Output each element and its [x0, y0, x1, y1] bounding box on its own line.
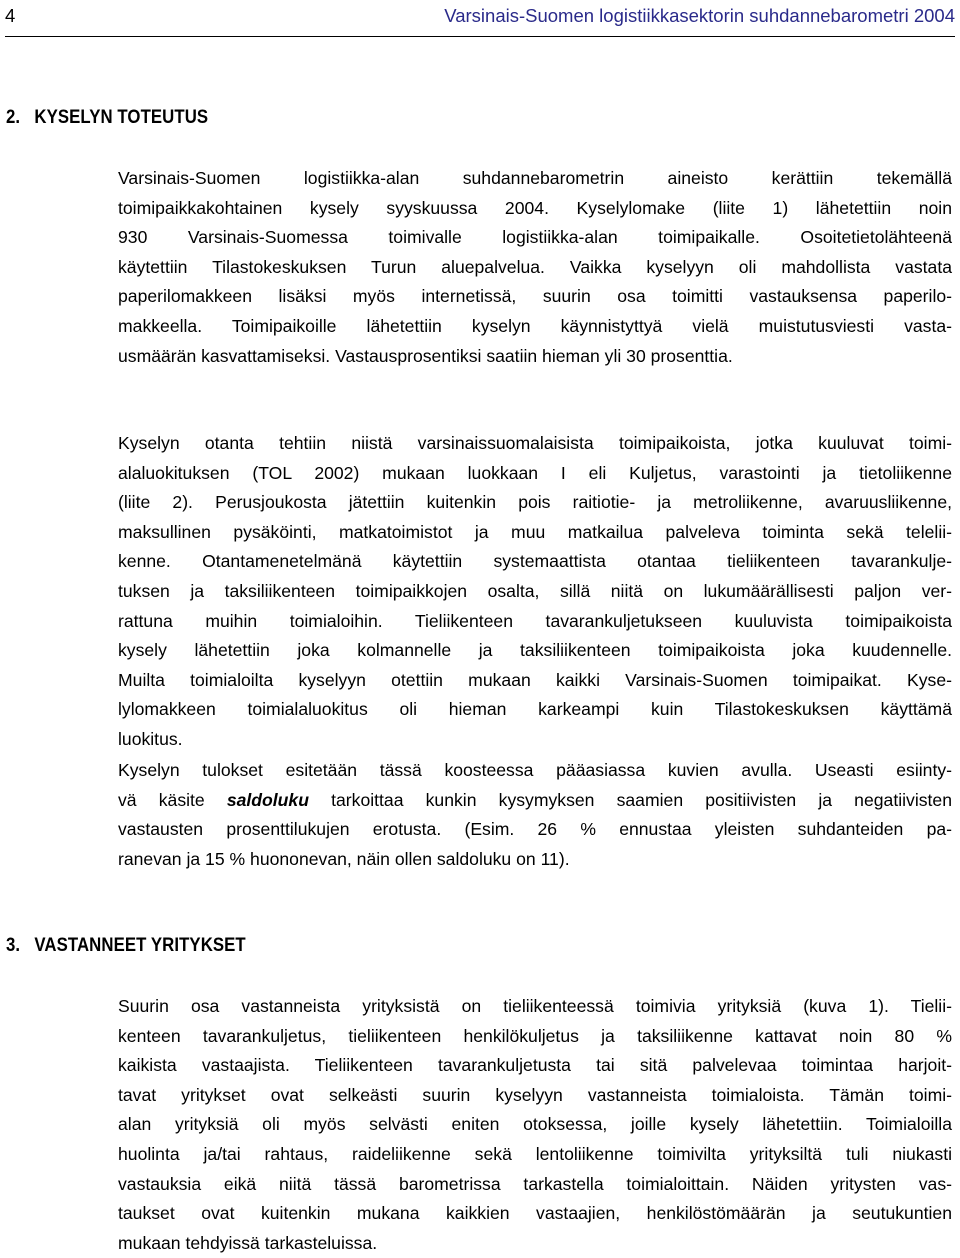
text-line: makkeella. Toimipaikoille lähetettiin kyselyn käynnistyttyä vielä muistutusviesti vasta-	[118, 315, 952, 336]
text-line: maksullinen pysäköinti, matkatoimistot ja muu matkailua palveleva toiminta sekä telelii-	[118, 521, 952, 542]
text-line: kysely lähetettiin joka kolmannelle ja taksiliikenteen toimipaikoista joka kuudennelle.	[118, 640, 952, 661]
text-line: toimipaikkakohtainen kysely syyskuussa 2004. Kyselylomake (liite 1) lähetettiin noin	[118, 197, 952, 218]
text-line: Muilta toimialoilta kyselyyn otettiin mukaan kaikki Varsinais-Suomen toimipaikat. Kyse-	[118, 669, 952, 690]
running-header-title: Varsinais-Suomen logistiikkasektorin suhdannebarometri 2004	[444, 5, 955, 26]
text-line: tuksen ja taksiliikenteen toimipaikkojen osalta, sillä niitä on lukumäärällisesti paljon ver-	[118, 580, 952, 601]
text-line: kenne. Otantamenetelmänä käytettiin systemaattista otantaa tieliikenteen tavarankulje-	[118, 551, 952, 572]
text-line: lylomakkeen toimialaluokitus oli hieman karkeampi kuin Tilastokeskuksen käyttämä	[118, 699, 952, 720]
text-line: huolinta ja/tai rahtaus, raideliikenne sekä lentoliikenne toimivilta yrityksiltä tuli niukasti	[118, 1143, 952, 1164]
text-line: paperilomakkeen lisäksi myös internetissä, suurin osa toimitti vastauksensa paperilo-	[118, 286, 952, 307]
text-line: alaluokituksen (TOL 2002) mukaan luokkaan I eli Kuljetus, varastointi ja tietoliikenne	[118, 462, 952, 483]
text-line: Kyselyn otanta tehtiin niistä varsinaissuomalaisista toimipaikoista, jotka kuuluvat toimi-	[118, 433, 952, 453]
text-line: taukset ovat kuitenkin mukana kaikkien vastaajien, henkilöstömäärän ja seutukuntien	[118, 1203, 952, 1224]
text-line	[118, 786, 952, 816]
text-line: vastausten prosenttilukujen erotusta. (Esim. 26 % ennustaa yleisten suhdanteiden pa-	[118, 819, 952, 840]
text-line: kaikista vastaajista. Tieliikenteen tavarankuljetusta tai sitä palvelevaa toimintaa harjoit-	[118, 1055, 952, 1076]
text-line: (liite 2). Perusjoukosta jätettiin kuitenkin pois raitiotie- ja metroliikenne, avaruusliikenne,	[118, 492, 952, 513]
page-number: 4	[5, 5, 16, 26]
section-heading-kyselyn-toteutus: 2. KYSELYN TOTEUTUS	[6, 106, 209, 128]
section-heading-vastanneet-yritykset: 3. VASTANNEET YRITYKSET	[6, 934, 246, 956]
header-rule	[5, 36, 955, 37]
text-line: mukaan tehdyissä tarkasteluissa.	[118, 1232, 378, 1253]
text-line: luokitus.	[118, 728, 183, 749]
text-line: Suurin osa vastanneista yrityksistä on tieliikenteessä toimivia yrityksiä (kuva 1). Tielii-	[118, 996, 952, 1016]
running-header	[5, 4, 955, 32]
text-line: Varsinais-Suomen logistiikka-alan suhdannebarometrin aineisto kerättiin tekemällä	[118, 168, 952, 188]
paragraph-survey-implementation	[118, 164, 952, 371]
text-line: kenteen tavarankuljetus, tieliikenteen henkilökuljetus ja taksiliikenne kattavat noin 80 %	[118, 1025, 952, 1046]
paragraph-respondent-companies	[118, 992, 952, 1258]
text-line: ranevan ja 15 % huononevan, näin ollen saldoluku on 11).	[118, 848, 570, 869]
text-line: Kyselyn tulokset esitetään tässä koosteessa pääasiassa kuvien avulla. Useasti esiinty-	[118, 760, 952, 780]
paragraph-sampling	[118, 429, 952, 755]
paragraph-results-saldoluku	[118, 756, 952, 874]
text-line: rattuna muihin toimialoihin. Tieliikenteen tavarankuljetukseen kuuluvista toimipaikoista	[118, 610, 952, 631]
text-line: 930 Varsinais-Suomessa toimivalle logistiikka-alan toimipaikalle. Osoitetietolähteenä	[118, 227, 952, 248]
text-segment: tarkoittaa kunkin kysymyksen saamien positiivisten ja negatiivisten	[308, 789, 952, 810]
term-saldoluku: saldoluku	[226, 789, 309, 810]
text-line: vastauksia eikä niitä tässä barometrissa tarkastella toimialoittain. Näiden yritysten vas-	[118, 1173, 952, 1194]
text-line: käytettiin Tilastokeskuksen Turun aluepalvelua. Vaikka kyselyyn oli mahdollista vastata	[118, 256, 952, 277]
text-segment: vä käsite	[118, 789, 227, 810]
text-line: usmäärän kasvattamiseksi. Vastausprosentiksi saatiin hieman yli 30 prosenttia.	[118, 345, 733, 366]
text-line: tavat yritykset ovat selkeästi suurin kyselyyn vastanneista toimialoista. Tämän toimi-	[118, 1084, 952, 1105]
text-line: alan yrityksiä oli myös selvästi eniten otoksessa, joille kysely lähetettiin. Toimialoilla	[118, 1114, 952, 1135]
